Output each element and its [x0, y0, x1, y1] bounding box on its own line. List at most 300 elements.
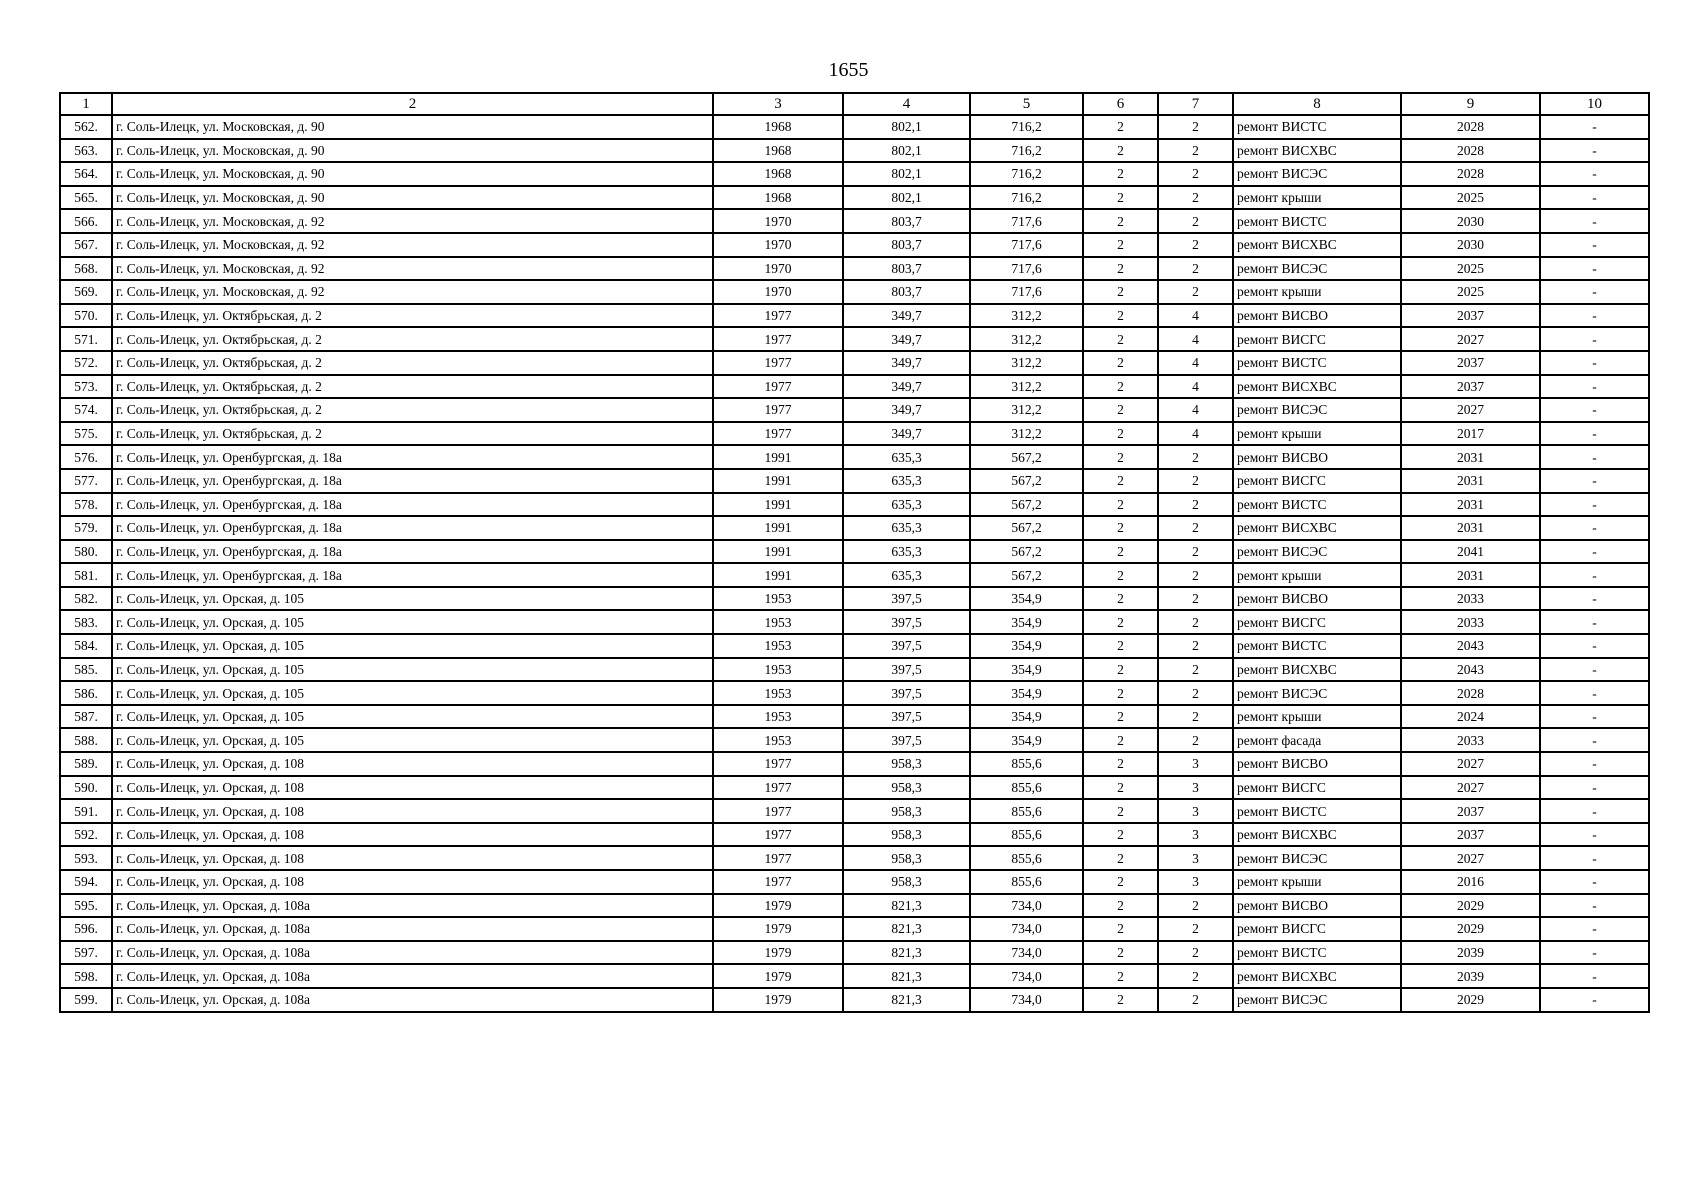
- column-10-cell: -: [1540, 728, 1649, 752]
- column-header-5: 5: [970, 93, 1083, 115]
- row-number-cell: 598.: [60, 964, 112, 988]
- work-type-cell: ремонт крыши: [1233, 186, 1401, 210]
- work-type-cell: ремонт ВИСХВС: [1233, 375, 1401, 399]
- column-6-cell: 2: [1083, 964, 1158, 988]
- plan-year-cell: 2037: [1401, 375, 1540, 399]
- address-cell: г. Соль-Илецк, ул. Орская, д. 108а: [112, 941, 713, 965]
- plan-year-cell: 2031: [1401, 445, 1540, 469]
- living-area-cell: 717,6: [970, 280, 1083, 304]
- year-cell: 1977: [713, 776, 843, 800]
- work-type-cell: ремонт ВИСХВС: [1233, 658, 1401, 682]
- row-number-cell: 568.: [60, 257, 112, 281]
- column-6-cell: 2: [1083, 634, 1158, 658]
- table-row: [60, 634, 1649, 658]
- column-10-cell: -: [1540, 776, 1649, 800]
- living-area-cell: 717,6: [970, 209, 1083, 233]
- work-type-cell: ремонт ВИСГС: [1233, 610, 1401, 634]
- column-7-cell: 2: [1158, 941, 1233, 965]
- plan-year-cell: 2039: [1401, 964, 1540, 988]
- work-type-cell: ремонт ВИСЭС: [1233, 681, 1401, 705]
- column-10-cell: -: [1540, 610, 1649, 634]
- table-row: [60, 610, 1649, 634]
- column-6-cell: 2: [1083, 752, 1158, 776]
- work-type-cell: ремонт ВИСВО: [1233, 894, 1401, 918]
- table-row: [60, 894, 1649, 918]
- living-area-cell: 716,2: [970, 186, 1083, 210]
- column-6-cell: 2: [1083, 540, 1158, 564]
- table-row: [60, 516, 1649, 540]
- plan-year-cell: 2033: [1401, 587, 1540, 611]
- column-7-cell: 4: [1158, 327, 1233, 351]
- column-10-cell: -: [1540, 870, 1649, 894]
- total-area-cell: 635,3: [843, 445, 970, 469]
- total-area-cell: 397,5: [843, 705, 970, 729]
- column-7-cell: 3: [1158, 870, 1233, 894]
- row-number-cell: 574.: [60, 398, 112, 422]
- column-header-9: 9: [1401, 93, 1540, 115]
- column-10-cell: -: [1540, 563, 1649, 587]
- address-cell: г. Соль-Илецк, ул. Московская, д. 92: [112, 280, 713, 304]
- column-10-cell: -: [1540, 752, 1649, 776]
- address-cell: г. Соль-Илецк, ул. Орская, д. 108: [112, 846, 713, 870]
- total-area-cell: 349,7: [843, 398, 970, 422]
- column-10-cell: -: [1540, 327, 1649, 351]
- address-cell: г. Соль-Илецк, ул. Оренбургская, д. 18а: [112, 563, 713, 587]
- address-cell: г. Соль-Илецк, ул. Орская, д. 105: [112, 681, 713, 705]
- column-7-cell: 3: [1158, 752, 1233, 776]
- living-area-cell: 716,2: [970, 139, 1083, 163]
- column-6-cell: 2: [1083, 257, 1158, 281]
- plan-year-cell: 2016: [1401, 870, 1540, 894]
- plan-year-cell: 2029: [1401, 894, 1540, 918]
- work-type-cell: ремонт фасада: [1233, 728, 1401, 752]
- row-number-cell: 588.: [60, 728, 112, 752]
- column-10-cell: -: [1540, 634, 1649, 658]
- total-area-cell: 958,3: [843, 846, 970, 870]
- column-7-cell: 2: [1158, 469, 1233, 493]
- address-cell: г. Соль-Илецк, ул. Московская, д. 92: [112, 257, 713, 281]
- row-number-cell: 576.: [60, 445, 112, 469]
- column-10-cell: -: [1540, 941, 1649, 965]
- plan-year-cell: 2029: [1401, 917, 1540, 941]
- living-area-cell: 855,6: [970, 870, 1083, 894]
- column-6-cell: 2: [1083, 516, 1158, 540]
- row-number-cell: 577.: [60, 469, 112, 493]
- work-type-cell: ремонт ВИСХВС: [1233, 823, 1401, 847]
- year-cell: 1977: [713, 304, 843, 328]
- column-7-cell: 2: [1158, 257, 1233, 281]
- table-row: [60, 658, 1649, 682]
- total-area-cell: 635,3: [843, 516, 970, 540]
- table-row: [60, 988, 1649, 1012]
- column-6-cell: 2: [1083, 705, 1158, 729]
- table-row: [60, 209, 1649, 233]
- work-type-cell: ремонт крыши: [1233, 705, 1401, 729]
- year-cell: 1968: [713, 115, 843, 139]
- year-cell: 1977: [713, 752, 843, 776]
- table-row: [60, 398, 1649, 422]
- column-6-cell: 2: [1083, 375, 1158, 399]
- living-area-cell: 354,9: [970, 634, 1083, 658]
- table-row: [60, 375, 1649, 399]
- column-10-cell: -: [1540, 115, 1649, 139]
- column-7-cell: 3: [1158, 823, 1233, 847]
- column-6-cell: 2: [1083, 139, 1158, 163]
- column-7-cell: 2: [1158, 563, 1233, 587]
- address-cell: г. Соль-Илецк, ул. Оренбургская, д. 18а: [112, 445, 713, 469]
- work-type-cell: ремонт ВИСВО: [1233, 445, 1401, 469]
- total-area-cell: 803,7: [843, 280, 970, 304]
- total-area-cell: 802,1: [843, 186, 970, 210]
- address-cell: г. Соль-Илецк, ул. Московская, д. 90: [112, 162, 713, 186]
- table-row: [60, 280, 1649, 304]
- column-10-cell: -: [1540, 705, 1649, 729]
- year-cell: 1953: [713, 587, 843, 611]
- column-header-4: 4: [843, 93, 970, 115]
- year-cell: 1953: [713, 728, 843, 752]
- work-type-cell: ремонт ВИСВО: [1233, 752, 1401, 776]
- column-10-cell: -: [1540, 398, 1649, 422]
- work-type-cell: ремонт ВИСЭС: [1233, 846, 1401, 870]
- total-area-cell: 958,3: [843, 823, 970, 847]
- total-area-cell: 958,3: [843, 799, 970, 823]
- plan-year-cell: 2037: [1401, 799, 1540, 823]
- total-area-cell: 397,5: [843, 658, 970, 682]
- address-cell: г. Соль-Илецк, ул. Орская, д. 105: [112, 705, 713, 729]
- work-type-cell: ремонт ВИСХВС: [1233, 139, 1401, 163]
- plan-year-cell: 2028: [1401, 115, 1540, 139]
- row-number-cell: 583.: [60, 610, 112, 634]
- living-area-cell: 734,0: [970, 894, 1083, 918]
- column-6-cell: 2: [1083, 233, 1158, 257]
- plan-year-cell: 2024: [1401, 705, 1540, 729]
- total-area-cell: 803,7: [843, 209, 970, 233]
- living-area-cell: 354,9: [970, 610, 1083, 634]
- table-row: [60, 162, 1649, 186]
- row-number-cell: 585.: [60, 658, 112, 682]
- year-cell: 1977: [713, 351, 843, 375]
- address-cell: г. Соль-Илецк, ул. Орская, д. 108: [112, 799, 713, 823]
- plan-year-cell: 2031: [1401, 493, 1540, 517]
- column-10-cell: -: [1540, 445, 1649, 469]
- living-area-cell: 354,9: [970, 587, 1083, 611]
- year-cell: 1979: [713, 964, 843, 988]
- address-cell: г. Соль-Илецк, ул. Московская, д. 90: [112, 186, 713, 210]
- year-cell: 1979: [713, 941, 843, 965]
- year-cell: 1977: [713, 846, 843, 870]
- living-area-cell: 312,2: [970, 422, 1083, 446]
- column-6-cell: 2: [1083, 115, 1158, 139]
- living-area-cell: 855,6: [970, 846, 1083, 870]
- total-area-cell: 803,7: [843, 257, 970, 281]
- address-cell: г. Соль-Илецк, ул. Октябрьская, д. 2: [112, 422, 713, 446]
- column-6-cell: 2: [1083, 587, 1158, 611]
- column-6-cell: 2: [1083, 870, 1158, 894]
- row-number-cell: 593.: [60, 846, 112, 870]
- living-area-cell: 567,2: [970, 445, 1083, 469]
- column-7-cell: 2: [1158, 280, 1233, 304]
- year-cell: 1977: [713, 799, 843, 823]
- address-cell: г. Соль-Илецк, ул. Оренбургская, д. 18а: [112, 469, 713, 493]
- plan-year-cell: 2027: [1401, 846, 1540, 870]
- total-area-cell: 958,3: [843, 870, 970, 894]
- column-7-cell: 2: [1158, 705, 1233, 729]
- total-area-cell: 397,5: [843, 587, 970, 611]
- table-row: [60, 139, 1649, 163]
- year-cell: 1970: [713, 233, 843, 257]
- living-area-cell: 716,2: [970, 115, 1083, 139]
- row-number-cell: 597.: [60, 941, 112, 965]
- plan-year-cell: 2030: [1401, 233, 1540, 257]
- page-number: 1655: [828, 59, 869, 81]
- address-cell: г. Соль-Илецк, ул. Орская, д. 108: [112, 823, 713, 847]
- year-cell: 1991: [713, 563, 843, 587]
- column-header-1: 1: [60, 93, 112, 115]
- table-row: [60, 186, 1649, 210]
- living-area-cell: 354,9: [970, 728, 1083, 752]
- work-type-cell: ремонт ВИСТС: [1233, 634, 1401, 658]
- year-cell: 1977: [713, 422, 843, 446]
- living-area-cell: 354,9: [970, 658, 1083, 682]
- address-cell: г. Соль-Илецк, ул. Орская, д. 105: [112, 587, 713, 611]
- plan-year-cell: 2027: [1401, 398, 1540, 422]
- year-cell: 1968: [713, 186, 843, 210]
- living-area-cell: 312,2: [970, 327, 1083, 351]
- address-cell: г. Соль-Илецк, ул. Орская, д. 105: [112, 610, 713, 634]
- year-cell: 1979: [713, 894, 843, 918]
- work-type-cell: ремонт крыши: [1233, 280, 1401, 304]
- column-7-cell: 2: [1158, 233, 1233, 257]
- total-area-cell: 635,3: [843, 493, 970, 517]
- plan-year-cell: 2037: [1401, 823, 1540, 847]
- plan-year-cell: 2030: [1401, 209, 1540, 233]
- living-area-cell: 312,2: [970, 398, 1083, 422]
- work-type-cell: ремонт крыши: [1233, 422, 1401, 446]
- row-number-cell: 563.: [60, 139, 112, 163]
- plan-year-cell: 2027: [1401, 327, 1540, 351]
- column-6-cell: 2: [1083, 823, 1158, 847]
- column-header-2: 2: [112, 93, 713, 115]
- column-10-cell: -: [1540, 469, 1649, 493]
- total-area-cell: 349,7: [843, 375, 970, 399]
- work-type-cell: ремонт ВИСГС: [1233, 327, 1401, 351]
- work-type-cell: ремонт ВИСЭС: [1233, 162, 1401, 186]
- plan-year-cell: 2043: [1401, 658, 1540, 682]
- work-type-cell: ремонт ВИСЭС: [1233, 540, 1401, 564]
- column-10-cell: -: [1540, 894, 1649, 918]
- work-type-cell: ремонт ВИСВО: [1233, 304, 1401, 328]
- year-cell: 1970: [713, 280, 843, 304]
- plan-year-cell: 2031: [1401, 516, 1540, 540]
- row-number-cell: 590.: [60, 776, 112, 800]
- column-6-cell: 2: [1083, 398, 1158, 422]
- column-6-cell: 2: [1083, 162, 1158, 186]
- column-header-10: 10: [1540, 93, 1649, 115]
- year-cell: 1991: [713, 516, 843, 540]
- register-table: [59, 92, 1650, 1013]
- living-area-cell: 734,0: [970, 917, 1083, 941]
- column-6-cell: 2: [1083, 610, 1158, 634]
- row-number-cell: 573.: [60, 375, 112, 399]
- table-row: [60, 115, 1649, 139]
- row-number-cell: 586.: [60, 681, 112, 705]
- address-cell: г. Соль-Илецк, ул. Октябрьская, д. 2: [112, 351, 713, 375]
- column-7-cell: 2: [1158, 162, 1233, 186]
- work-type-cell: ремонт ВИСТС: [1233, 115, 1401, 139]
- living-area-cell: 855,6: [970, 823, 1083, 847]
- row-number-cell: 567.: [60, 233, 112, 257]
- address-cell: г. Соль-Илецк, ул. Оренбургская, д. 18а: [112, 516, 713, 540]
- column-6-cell: 2: [1083, 304, 1158, 328]
- column-10-cell: -: [1540, 186, 1649, 210]
- column-6-cell: 2: [1083, 209, 1158, 233]
- column-7-cell: 4: [1158, 375, 1233, 399]
- total-area-cell: 349,7: [843, 351, 970, 375]
- column-6-cell: 2: [1083, 469, 1158, 493]
- total-area-cell: 958,3: [843, 776, 970, 800]
- column-6-cell: 2: [1083, 493, 1158, 517]
- row-number-cell: 596.: [60, 917, 112, 941]
- work-type-cell: ремонт ВИСХВС: [1233, 964, 1401, 988]
- living-area-cell: 716,2: [970, 162, 1083, 186]
- address-cell: г. Соль-Илецк, ул. Октябрьская, д. 2: [112, 304, 713, 328]
- column-7-cell: 2: [1158, 917, 1233, 941]
- column-6-cell: 2: [1083, 799, 1158, 823]
- work-type-cell: ремонт ВИСВО: [1233, 587, 1401, 611]
- table-row: [60, 351, 1649, 375]
- plan-year-cell: 2028: [1401, 139, 1540, 163]
- column-7-cell: 3: [1158, 846, 1233, 870]
- table-row: [60, 233, 1649, 257]
- column-7-cell: 2: [1158, 209, 1233, 233]
- column-7-cell: 3: [1158, 799, 1233, 823]
- column-10-cell: -: [1540, 587, 1649, 611]
- column-10-cell: -: [1540, 493, 1649, 517]
- address-cell: г. Соль-Илецк, ул. Октябрьская, д. 2: [112, 398, 713, 422]
- column-7-cell: 2: [1158, 445, 1233, 469]
- living-area-cell: 312,2: [970, 304, 1083, 328]
- plan-year-cell: 2017: [1401, 422, 1540, 446]
- work-type-cell: ремонт ВИСГС: [1233, 469, 1401, 493]
- address-cell: г. Соль-Илецк, ул. Орская, д. 108а: [112, 964, 713, 988]
- work-type-cell: ремонт ВИСЭС: [1233, 988, 1401, 1012]
- total-area-cell: 349,7: [843, 422, 970, 446]
- living-area-cell: 567,2: [970, 469, 1083, 493]
- total-area-cell: 635,3: [843, 540, 970, 564]
- plan-year-cell: 2027: [1401, 752, 1540, 776]
- year-cell: 1953: [713, 705, 843, 729]
- column-7-cell: 2: [1158, 964, 1233, 988]
- column-7-cell: 4: [1158, 398, 1233, 422]
- table-row: [60, 776, 1649, 800]
- row-number-cell: 578.: [60, 493, 112, 517]
- total-area-cell: 397,5: [843, 728, 970, 752]
- column-6-cell: 2: [1083, 445, 1158, 469]
- address-cell: г. Соль-Илецк, ул. Орская, д. 108а: [112, 988, 713, 1012]
- table-body: [60, 115, 1649, 1012]
- column-6-cell: 2: [1083, 351, 1158, 375]
- total-area-cell: 821,3: [843, 988, 970, 1012]
- column-header-8: 8: [1233, 93, 1401, 115]
- table-row: [60, 846, 1649, 870]
- table-row: [60, 257, 1649, 281]
- column-6-cell: 2: [1083, 186, 1158, 210]
- year-cell: 1968: [713, 162, 843, 186]
- plan-year-cell: 2043: [1401, 634, 1540, 658]
- table-row: [60, 941, 1649, 965]
- total-area-cell: 349,7: [843, 304, 970, 328]
- row-number-cell: 571.: [60, 327, 112, 351]
- address-cell: г. Соль-Илецк, ул. Московская, д. 90: [112, 115, 713, 139]
- address-cell: г. Соль-Илецк, ул. Орская, д. 108а: [112, 894, 713, 918]
- column-10-cell: -: [1540, 846, 1649, 870]
- address-cell: г. Соль-Илецк, ул. Московская, д. 92: [112, 233, 713, 257]
- column-7-cell: 4: [1158, 422, 1233, 446]
- total-area-cell: 821,3: [843, 917, 970, 941]
- column-10-cell: -: [1540, 540, 1649, 564]
- plan-year-cell: 2031: [1401, 563, 1540, 587]
- work-type-cell: ремонт ВИСГС: [1233, 776, 1401, 800]
- table-row: [60, 587, 1649, 611]
- address-cell: г. Соль-Илецк, ул. Орская, д. 105: [112, 728, 713, 752]
- column-7-cell: 4: [1158, 351, 1233, 375]
- column-6-cell: 2: [1083, 894, 1158, 918]
- column-7-cell: 2: [1158, 186, 1233, 210]
- row-number-cell: 570.: [60, 304, 112, 328]
- plan-year-cell: 2033: [1401, 728, 1540, 752]
- row-number-cell: 566.: [60, 209, 112, 233]
- total-area-cell: 958,3: [843, 752, 970, 776]
- table-row: [60, 469, 1649, 493]
- total-area-cell: 635,3: [843, 563, 970, 587]
- year-cell: 1991: [713, 469, 843, 493]
- living-area-cell: 354,9: [970, 705, 1083, 729]
- header-row: [60, 93, 1649, 115]
- address-cell: г. Соль-Илецк, ул. Орская, д. 105: [112, 658, 713, 682]
- plan-year-cell: 2028: [1401, 681, 1540, 705]
- column-10-cell: -: [1540, 799, 1649, 823]
- year-cell: 1970: [713, 209, 843, 233]
- living-area-cell: 717,6: [970, 257, 1083, 281]
- address-cell: г. Соль-Илецк, ул. Орская, д. 105: [112, 634, 713, 658]
- plan-year-cell: 2041: [1401, 540, 1540, 564]
- column-6-cell: 2: [1083, 846, 1158, 870]
- year-cell: 1977: [713, 375, 843, 399]
- plan-year-cell: 2027: [1401, 776, 1540, 800]
- work-type-cell: ремонт ВИСТС: [1233, 493, 1401, 517]
- column-header-6: 6: [1083, 93, 1158, 115]
- living-area-cell: 567,2: [970, 516, 1083, 540]
- year-cell: 1977: [713, 327, 843, 351]
- column-7-cell: 2: [1158, 610, 1233, 634]
- column-10-cell: -: [1540, 823, 1649, 847]
- living-area-cell: 312,2: [970, 375, 1083, 399]
- work-type-cell: ремонт ВИСХВС: [1233, 233, 1401, 257]
- living-area-cell: 354,9: [970, 681, 1083, 705]
- year-cell: 1953: [713, 634, 843, 658]
- address-cell: г. Соль-Илецк, ул. Оренбургская, д. 18а: [112, 493, 713, 517]
- row-number-cell: 587.: [60, 705, 112, 729]
- living-area-cell: 567,2: [970, 540, 1083, 564]
- row-number-cell: 564.: [60, 162, 112, 186]
- address-cell: г. Соль-Илецк, ул. Октябрьская, д. 2: [112, 327, 713, 351]
- column-6-cell: 2: [1083, 776, 1158, 800]
- work-type-cell: ремонт ВИСГС: [1233, 917, 1401, 941]
- work-type-cell: ремонт ВИСЭС: [1233, 398, 1401, 422]
- address-cell: г. Соль-Илецк, ул. Орская, д. 108: [112, 870, 713, 894]
- column-10-cell: -: [1540, 280, 1649, 304]
- column-7-cell: 2: [1158, 658, 1233, 682]
